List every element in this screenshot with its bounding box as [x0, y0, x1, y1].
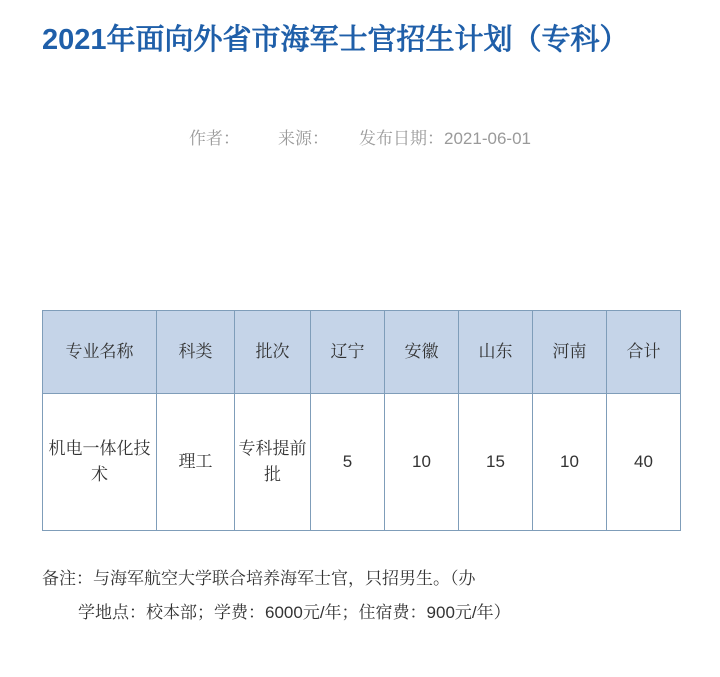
column-header-shandong: 山东 [459, 311, 533, 394]
cell-anhui: 10 [385, 394, 459, 531]
table-note [42, 562, 678, 630]
article-meta [42, 124, 678, 149]
page-title: 2021年面向外省市海军士官招生计划（专科） [42, 24, 629, 56]
table-header-row [43, 311, 681, 394]
column-header-total: 合计 [607, 311, 681, 394]
note-line-1: 备注：与海军航空大学联合培养海军士官，只招男生。（办 [42, 569, 476, 588]
source-label: 来源： [278, 129, 330, 148]
column-header-major: 专业名称 [43, 311, 157, 394]
author-label: 作者： [189, 129, 241, 148]
column-header-category: 科类 [157, 311, 235, 394]
column-header-batch: 批次 [235, 311, 311, 394]
table-row [43, 394, 681, 531]
table-body [43, 394, 681, 531]
cell-liaoning: 5 [311, 394, 385, 531]
cell-shandong: 15 [459, 394, 533, 531]
cell-major: 机电一体化技术 [43, 394, 157, 531]
cell-category: 理工 [157, 394, 235, 531]
enrollment-plan-table-wrapper [42, 310, 678, 531]
publish-date-label: 发布日期： [359, 129, 445, 148]
cell-henan: 10 [533, 394, 607, 531]
cell-batch: 专科提前批 [235, 394, 311, 531]
note-line-2: 学地点：校本部；学费：6000元/年；住宿费：900元/年） [78, 603, 511, 622]
cell-total: 40 [607, 394, 681, 531]
column-header-anhui: 安徽 [385, 311, 459, 394]
column-header-henan: 河南 [533, 311, 607, 394]
column-header-liaoning: 辽宁 [311, 311, 385, 394]
publish-date-value: 2021-06-01 [444, 129, 531, 148]
enrollment-plan-table [42, 310, 681, 531]
table-header [43, 311, 681, 394]
